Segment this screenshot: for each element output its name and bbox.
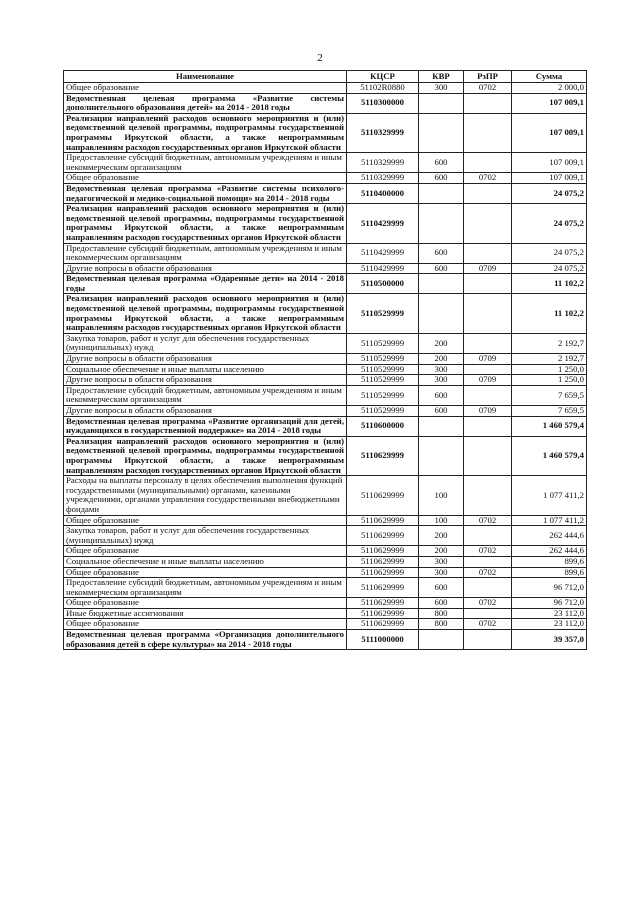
cell-kvr: [419, 630, 464, 650]
cell-sum: 1 250,0: [512, 364, 587, 375]
cell-kvr: 100: [419, 476, 464, 515]
cell-kcsr: 5110629999: [347, 526, 419, 546]
cell-sum: 1 077 411,2: [512, 515, 587, 526]
cell-name: Предоставление субсидий бюджетным, автономным учреждениям и иным некоммерческим организациям: [64, 243, 347, 263]
cell-name: Другие вопросы в области образования: [64, 375, 347, 386]
cell-kcsr: 5110629999: [347, 436, 419, 475]
cell-kvr: 100: [419, 515, 464, 526]
cell-name: Общее образование: [64, 515, 347, 526]
table-row: [64, 153, 587, 173]
cell-sum: 24 075,2: [512, 204, 587, 243]
table-row: [64, 526, 587, 546]
cell-kcsr: 5110629999: [347, 598, 419, 609]
cell-rzpr: [464, 113, 512, 152]
cell-name: Ведомственная целевая программа «Развитие системы психолого-педагогической и медико-социальной помощи» на 2014 - 2018 годы: [64, 183, 347, 203]
table-row: [64, 263, 587, 274]
cell-sum: 262 444,6: [512, 526, 587, 546]
table-row: [64, 375, 587, 386]
cell-sum: 39 357,0: [512, 630, 587, 650]
cell-rzpr: [464, 364, 512, 375]
cell-kvr: [419, 436, 464, 475]
cell-sum: 107 009,1: [512, 153, 587, 173]
cell-kvr: 600: [419, 243, 464, 263]
cell-rzpr: [464, 526, 512, 546]
table-row: [64, 630, 587, 650]
cell-rzpr: [464, 436, 512, 475]
cell-kcsr: 5110629999: [347, 476, 419, 515]
cell-rzpr: 0702: [464, 546, 512, 557]
cell-sum: 2 192,7: [512, 333, 587, 353]
cell-sum: 23 112,0: [512, 608, 587, 619]
cell-kvr: 300: [419, 375, 464, 386]
cell-kcsr: 5110429999: [347, 204, 419, 243]
cell-name: Иные бюджетные ассигнования: [64, 608, 347, 619]
table-row: [64, 83, 587, 94]
cell-rzpr: 0702: [464, 619, 512, 630]
cell-name: Общее образование: [64, 83, 347, 94]
header-kvr: КВР: [419, 71, 464, 83]
cell-sum: 1 460 579,4: [512, 416, 587, 436]
cell-kcsr: 5110329999: [347, 153, 419, 173]
cell-sum: 24 075,2: [512, 263, 587, 274]
cell-kcsr: 5110529999: [347, 364, 419, 375]
cell-rzpr: [464, 578, 512, 598]
cell-name: Ведомственная целевая программа «Одаренные дети» на 2014 - 2018 годы: [64, 274, 347, 294]
page-number: 2: [317, 52, 323, 64]
cell-rzpr: [464, 294, 512, 333]
cell-kcsr: 5110629999: [347, 546, 419, 557]
cell-name: Реализация направлений расходов основного мероприятия и (или) ведомственной целевой программы, подпрограммы государственной программы Иркутской области, а также непрограммным направлениям расходов государственных органов Иркутской области: [64, 436, 347, 475]
cell-kcsr: 5110529999: [347, 333, 419, 353]
cell-name: Ведомственная целевая программа «Развитие системы дополнительного образования детей» на 2014 - 2018 годы: [64, 93, 347, 113]
cell-name: Другие вопросы в области образования: [64, 406, 347, 417]
table-row: [64, 556, 587, 567]
cell-kvr: 200: [419, 354, 464, 365]
cell-name: Общее образование: [64, 598, 347, 609]
cell-kcsr: 5110529999: [347, 354, 419, 365]
cell-kvr: 600: [419, 598, 464, 609]
cell-name: Предоставление субсидий бюджетным, автономным учреждениям и иным некоммерческим организациям: [64, 578, 347, 598]
table-row: [64, 416, 587, 436]
cell-kvr: 200: [419, 546, 464, 557]
cell-kcsr: 5111000000: [347, 630, 419, 650]
cell-name: Реализация направлений расходов основного мероприятия и (или) ведомственной целевой программы, подпрограммы государственной программы Иркутской области, а также непрограммным направлениям расходов государственных органов Иркутской области: [64, 294, 347, 333]
cell-name: Ведомственная целевая программа «Развитие организаций для детей, нуждающихся в государственной поддержке» на 2014 - 2018 годы: [64, 416, 347, 436]
cell-kvr: 600: [419, 385, 464, 405]
cell-kvr: 200: [419, 526, 464, 546]
table-row: [64, 515, 587, 526]
table-row: [64, 598, 587, 609]
table-header-row: [64, 71, 587, 83]
cell-sum: 2 192,7: [512, 354, 587, 365]
cell-sum: 7 659,5: [512, 406, 587, 417]
cell-kvr: [419, 113, 464, 152]
budget-table: [63, 70, 587, 650]
cell-name: Предоставление субсидий бюджетным, автономным учреждениям и иным некоммерческим организациям: [64, 385, 347, 405]
cell-kvr: [419, 204, 464, 243]
cell-sum: 23 112,0: [512, 619, 587, 630]
cell-kvr: 300: [419, 556, 464, 567]
cell-kvr: 600: [419, 153, 464, 173]
cell-kvr: [419, 93, 464, 113]
cell-kcsr: 5110429999: [347, 263, 419, 274]
header-name: Наименование: [64, 71, 347, 83]
cell-kvr: 200: [419, 333, 464, 353]
cell-rzpr: [464, 274, 512, 294]
cell-sum: 96 712,0: [512, 578, 587, 598]
cell-rzpr: 0702: [464, 173, 512, 184]
cell-name: Социальное обеспечение и иные выплаты населению: [64, 364, 347, 375]
cell-name: Общее образование: [64, 567, 347, 578]
table-row: [64, 243, 587, 263]
cell-kcsr: 5110429999: [347, 243, 419, 263]
table-row: [64, 608, 587, 619]
table-row: [64, 93, 587, 113]
cell-kvr: 800: [419, 608, 464, 619]
table-row: [64, 274, 587, 294]
cell-rzpr: 0702: [464, 598, 512, 609]
table-row: [64, 578, 587, 598]
table-row: [64, 567, 587, 578]
cell-rzpr: 0709: [464, 263, 512, 274]
header-sum: Сумма: [512, 71, 587, 83]
cell-rzpr: [464, 416, 512, 436]
cell-rzpr: [464, 333, 512, 353]
header-kcsr: КЦСР: [347, 71, 419, 83]
table-row: [64, 294, 587, 333]
cell-kcsr: 5110529999: [347, 385, 419, 405]
cell-name: Общее образование: [64, 619, 347, 630]
cell-kcsr: 5110629999: [347, 556, 419, 567]
cell-kcsr: 5110629999: [347, 619, 419, 630]
cell-kvr: [419, 183, 464, 203]
cell-kvr: 800: [419, 619, 464, 630]
cell-kcsr: 51102R0880: [347, 83, 419, 94]
cell-name: Общее образование: [64, 546, 347, 557]
cell-name: Реализация направлений расходов основного мероприятия и (или) ведомственной целевой программы, подпрограммы государственной программы Иркутской области, а также непрограммным направлениям расходов государственных органов Иркутской области: [64, 113, 347, 152]
cell-kvr: 600: [419, 578, 464, 598]
cell-kvr: 300: [419, 83, 464, 94]
cell-name: Закупка товаров, работ и услуг для обеспечения государственных (муниципальных) нужд: [64, 333, 347, 353]
cell-kcsr: 5110329999: [347, 113, 419, 152]
cell-kcsr: 5110600000: [347, 416, 419, 436]
header-rzpr: РзПР: [464, 71, 512, 83]
cell-sum: 24 075,2: [512, 243, 587, 263]
cell-kvr: 300: [419, 364, 464, 375]
cell-rzpr: 0702: [464, 83, 512, 94]
cell-kvr: 600: [419, 406, 464, 417]
cell-sum: 1 460 579,4: [512, 436, 587, 475]
cell-kvr: [419, 416, 464, 436]
cell-kvr: [419, 274, 464, 294]
table-row: [64, 183, 587, 203]
cell-rzpr: 0702: [464, 567, 512, 578]
cell-kcsr: 5110529999: [347, 294, 419, 333]
cell-kcsr: 5110529999: [347, 406, 419, 417]
cell-sum: 2 000,0: [512, 83, 587, 94]
table-row: [64, 546, 587, 557]
table-row: [64, 333, 587, 353]
cell-rzpr: [464, 183, 512, 203]
cell-sum: 899,6: [512, 556, 587, 567]
cell-kcsr: 5110500000: [347, 274, 419, 294]
table-row: [64, 406, 587, 417]
table-row: [64, 204, 587, 243]
cell-name: Другие вопросы в области образования: [64, 263, 347, 274]
cell-sum: 24 075,2: [512, 183, 587, 203]
cell-name: Закупка товаров, работ и услуг для обеспечения государственных (муниципальных) нужд: [64, 526, 347, 546]
table-row: [64, 173, 587, 184]
cell-rzpr: [464, 385, 512, 405]
table-row: [64, 619, 587, 630]
cell-rzpr: 0709: [464, 406, 512, 417]
cell-sum: 899,6: [512, 567, 587, 578]
cell-kcsr: 5110629999: [347, 515, 419, 526]
cell-kvr: 600: [419, 263, 464, 274]
cell-rzpr: [464, 630, 512, 650]
cell-kcsr: 5110400000: [347, 183, 419, 203]
cell-kvr: [419, 294, 464, 333]
cell-rzpr: 0709: [464, 375, 512, 386]
cell-name: Реализация направлений расходов основного мероприятия и (или) ведомственной целевой программы, подпрограммы государственной программы Иркутской области, а также непрограммным направлениям расходов государственных органов Иркутской области: [64, 204, 347, 243]
cell-rzpr: [464, 93, 512, 113]
cell-kcsr: 5110300000: [347, 93, 419, 113]
table-row: [64, 436, 587, 475]
cell-name: Предоставление субсидий бюджетным, автономным учреждениям и иным некоммерческим организациям: [64, 153, 347, 173]
cell-rzpr: [464, 243, 512, 263]
cell-name: Расходы на выплаты персоналу в целях обеспечения выполнения функций государственными (муниципальными) органами, казенными учреждениями, органами управления государственными внебюджетными фондами: [64, 476, 347, 515]
cell-sum: 11 102,2: [512, 274, 587, 294]
cell-kcsr: 5110629999: [347, 608, 419, 619]
cell-sum: 11 102,2: [512, 294, 587, 333]
table-row: [64, 364, 587, 375]
cell-rzpr: [464, 476, 512, 515]
table-body: [64, 83, 587, 650]
cell-sum: 107 009,1: [512, 93, 587, 113]
cell-rzpr: 0702: [464, 515, 512, 526]
cell-name: Социальное обеспечение и иные выплаты населению: [64, 556, 347, 567]
cell-rzpr: [464, 204, 512, 243]
cell-name: Ведомственная целевая программа «Организация дополнительного образования детей в сфере культуры» на 2014 - 2018 годы: [64, 630, 347, 650]
cell-name: Другие вопросы в области образования: [64, 354, 347, 365]
cell-sum: 1 250,0: [512, 375, 587, 386]
cell-kcsr: 5110629999: [347, 578, 419, 598]
table-row: [64, 354, 587, 365]
cell-kvr: 300: [419, 567, 464, 578]
cell-sum: 7 659,5: [512, 385, 587, 405]
cell-sum: 262 444,6: [512, 546, 587, 557]
cell-kcsr: 5110329999: [347, 173, 419, 184]
cell-name: Общее образование: [64, 173, 347, 184]
cell-rzpr: [464, 153, 512, 173]
table-row: [64, 113, 587, 152]
cell-sum: 1 077 411,2: [512, 476, 587, 515]
table-row: [64, 385, 587, 405]
cell-rzpr: [464, 556, 512, 567]
cell-rzpr: 0709: [464, 354, 512, 365]
cell-kvr: 600: [419, 173, 464, 184]
cell-kcsr: 5110529999: [347, 375, 419, 386]
cell-kcsr: 5110629999: [347, 567, 419, 578]
cell-sum: 96 712,0: [512, 598, 587, 609]
table-row: [64, 476, 587, 515]
cell-sum: 107 009,1: [512, 113, 587, 152]
cell-rzpr: [464, 608, 512, 619]
cell-sum: 107 009,1: [512, 173, 587, 184]
